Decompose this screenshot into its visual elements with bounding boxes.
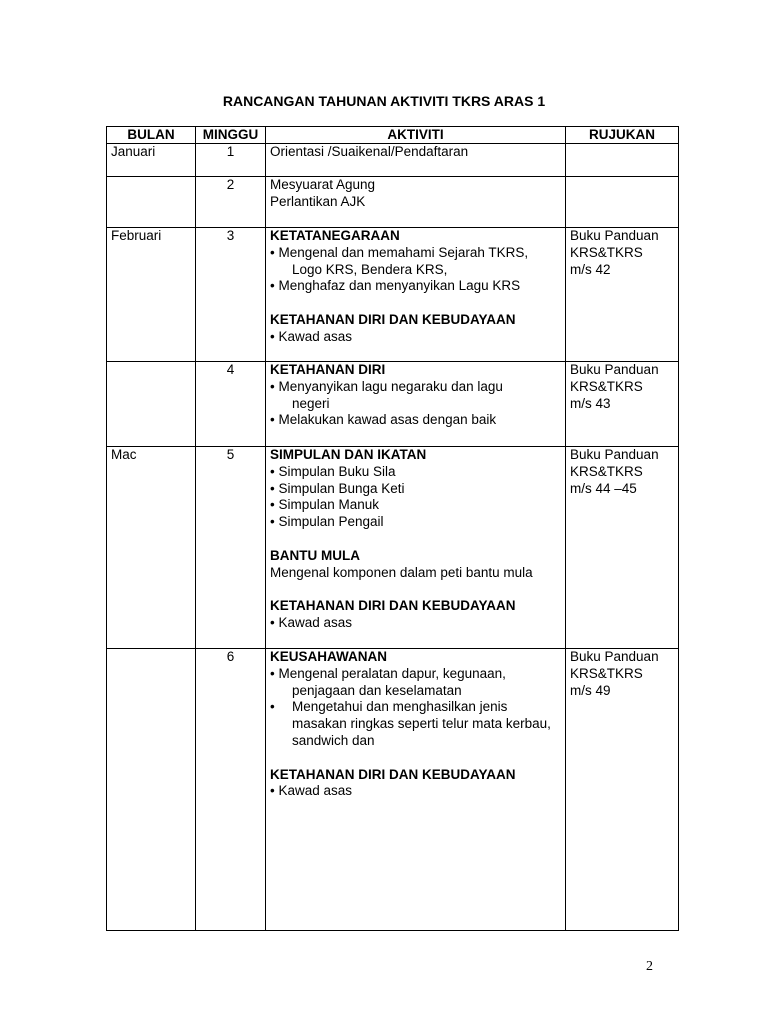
- cell-bulan: Mac: [107, 447, 196, 649]
- activity-bullet: • Kawad asas: [270, 328, 353, 344]
- activity-bullet: • Kawad asas: [270, 614, 353, 630]
- activity-bullet: • Menyanyikan lagu negaraku dan lagu: [270, 378, 503, 394]
- activity-bullet: • Simpulan Pengail: [270, 514, 384, 530]
- cell-minggu: 4: [196, 362, 266, 447]
- header-rujukan: RUJUKAN: [566, 127, 679, 144]
- activity-heading: KETATANEGARAAN: [270, 228, 400, 243]
- reference-text: m/s 49: [570, 682, 611, 698]
- activity-bullet: [270, 699, 561, 749]
- reference-text: m/s 44 –45: [570, 480, 637, 496]
- table-row: [107, 228, 679, 362]
- cell-aktiviti: [266, 144, 566, 177]
- activity-heading: KEUSAHAWANAN: [270, 649, 388, 664]
- activity-heading: KETAHANAN DIRI: [270, 362, 386, 377]
- reference-text: KRS&TKRS: [570, 244, 643, 260]
- activity-bullet: • Menghafaz dan menyanyikan Lagu KRS: [270, 278, 521, 294]
- cell-minggu: 2: [196, 177, 266, 228]
- cell-rujukan: [566, 362, 679, 447]
- activity-bullet: • Simpulan Buku Sila: [270, 463, 396, 479]
- cell-minggu: 3: [196, 228, 266, 362]
- table-row: [107, 447, 679, 649]
- activity-bullet-text: Mengetahui dan menghasilkan jenis masakan ringkas seperti telur mata kerbau, sandwich dan: [292, 699, 551, 748]
- document-title: RANCANGAN TAHUNAN AKTIVITI TKRS ARAS 1: [222, 93, 546, 109]
- cell-minggu: 6: [196, 649, 266, 931]
- activity-text: Perlantikan AJK: [270, 193, 366, 209]
- page-number: 2: [646, 959, 653, 974]
- reference-text: Buku Panduan: [570, 649, 659, 664]
- cell-aktiviti: [266, 362, 566, 447]
- table-row: [107, 177, 679, 228]
- cell-rujukan: [566, 228, 679, 362]
- table-header-row: [107, 127, 679, 144]
- reference-text: KRS&TKRS: [570, 378, 643, 394]
- activity-heading: SIMPULAN DAN IKATAN: [270, 447, 427, 462]
- header-aktiviti: AKTIVITI: [266, 127, 566, 144]
- spacer: [270, 531, 561, 548]
- cell-minggu: 5: [196, 447, 266, 649]
- reference-text: m/s 43: [570, 395, 611, 411]
- activity-heading: KETAHANAN DIRI DAN KEBUDAYAAN: [270, 311, 516, 327]
- cell-rujukan: [566, 177, 679, 228]
- reference-text: Buku Panduan: [570, 228, 659, 243]
- activity-bullet: • Simpulan Manuk: [270, 497, 380, 513]
- reference-text: KRS&TKRS: [570, 665, 643, 681]
- spacer: [270, 581, 561, 598]
- activity-text: Mengenal komponen dalam peti bantu mula: [270, 564, 533, 580]
- cell-rujukan: [566, 144, 679, 177]
- cell-aktiviti: [266, 447, 566, 649]
- reference-text: Buku Panduan: [570, 362, 659, 377]
- activity-heading: BANTU MULA: [270, 547, 360, 563]
- activity-bullet: • Melakukan kawad asas dengan baik: [270, 412, 497, 428]
- reference-text: m/s 42: [570, 261, 611, 277]
- activity-heading: KETAHANAN DIRI DAN KEBUDAYAAN: [270, 766, 516, 782]
- reference-text: Buku Panduan: [570, 447, 659, 462]
- table-row: [107, 649, 679, 931]
- header-minggu: MINGGU: [196, 127, 266, 144]
- activity-bullet: • Kawad asas: [270, 783, 353, 799]
- cell-minggu: 1: [196, 144, 266, 177]
- reference-text: KRS&TKRS: [570, 463, 643, 479]
- bullet-dot: •: [270, 699, 275, 715]
- table-row: [107, 362, 679, 447]
- activity-bullet: • Simpulan Bunga Keti: [270, 480, 405, 496]
- header-bulan: BULAN: [107, 127, 196, 144]
- cell-rujukan: [566, 649, 679, 931]
- activity-text: Mesyuarat Agung: [270, 177, 376, 192]
- activity-text: Orientasi /Suaikenal/Pendaftaran: [270, 144, 469, 159]
- cell-bulan: Februari: [107, 228, 196, 362]
- cell-aktiviti: [266, 649, 566, 931]
- activity-bullet: • Mengenal dan memahami Sejarah TKRS,: [270, 244, 529, 260]
- spacer: [270, 750, 561, 767]
- activity-bullet-cont: penjagaan dan keselamatan: [292, 682, 462, 698]
- activity-bullet-cont: negeri: [292, 395, 330, 411]
- cell-rujukan: [566, 447, 679, 649]
- activity-bullet: • Mengenal peralatan dapur, kegunaan,: [270, 665, 506, 681]
- cell-bulan: Januari: [107, 144, 196, 177]
- activity-bullet-cont: Logo KRS, Bendera KRS,: [292, 261, 448, 277]
- cell-aktiviti: [266, 228, 566, 362]
- activity-plan-table: [106, 126, 679, 931]
- cell-bulan: [107, 362, 196, 447]
- table-row: [107, 144, 679, 177]
- cell-bulan: [107, 177, 196, 228]
- cell-bulan: [107, 649, 196, 931]
- spacer: [270, 295, 561, 312]
- cell-aktiviti: [266, 177, 566, 228]
- activity-heading: KETAHANAN DIRI DAN KEBUDAYAAN: [270, 598, 516, 614]
